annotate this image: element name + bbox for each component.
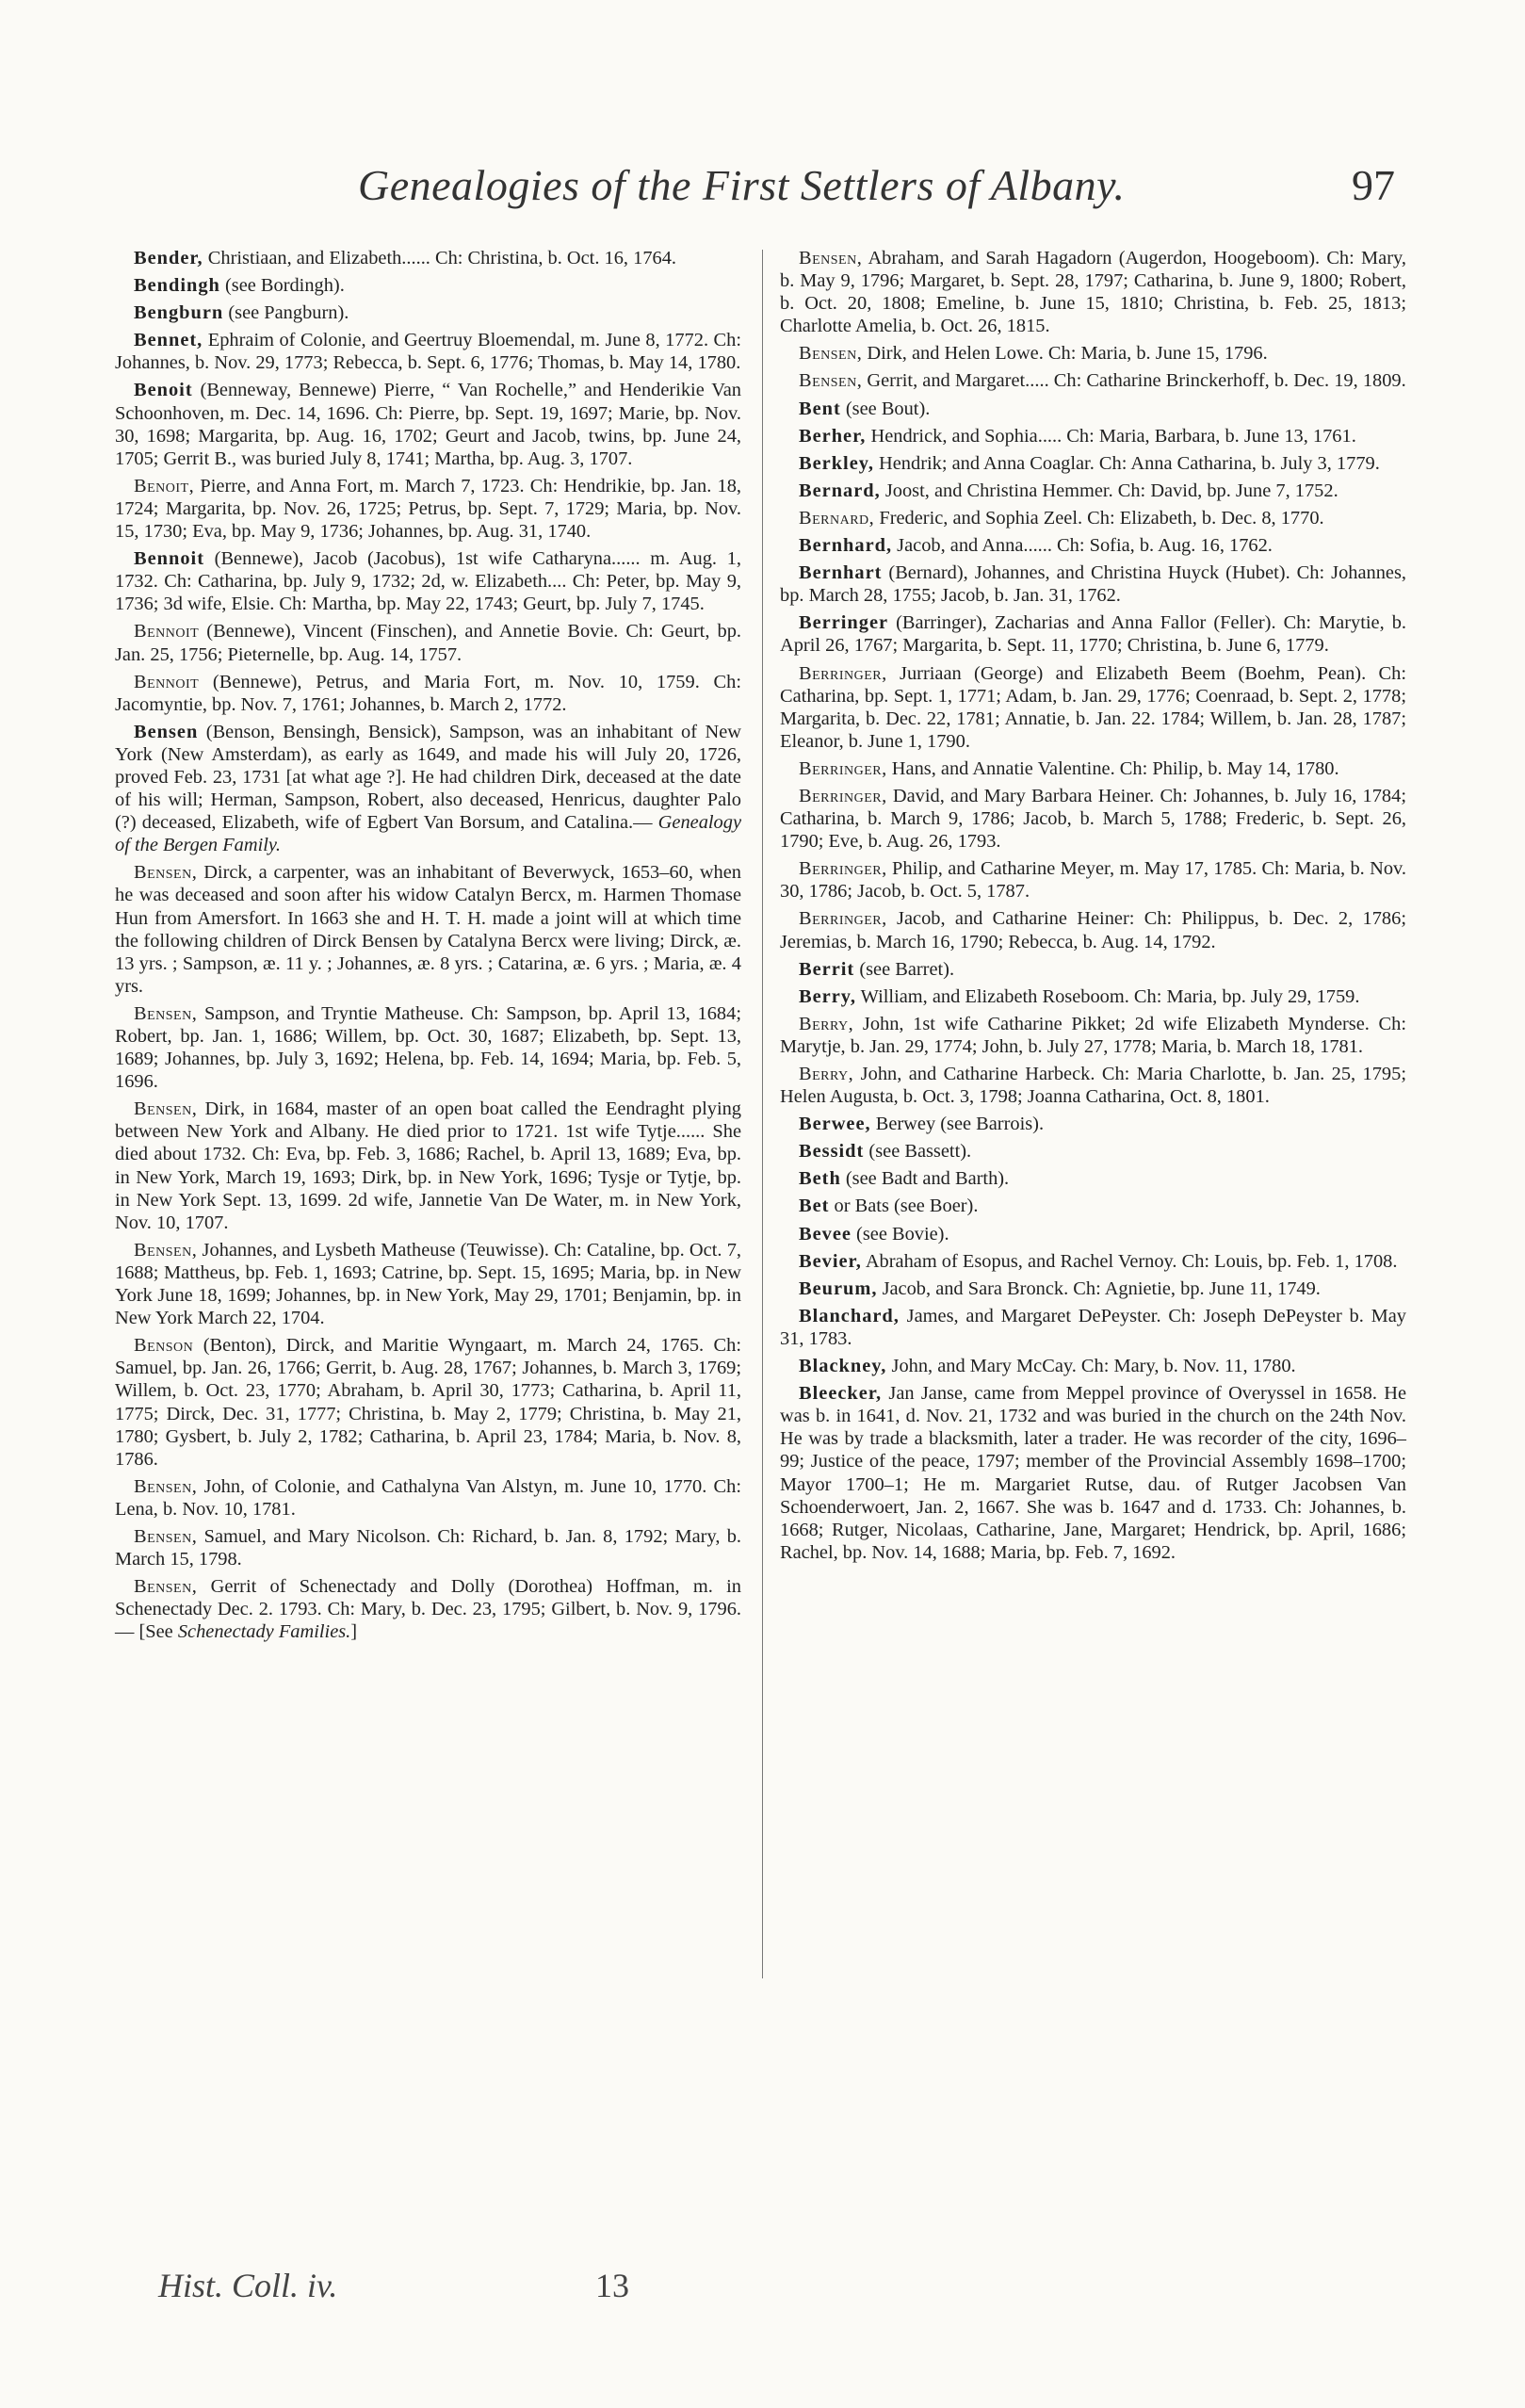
genealogy-entry <box>115 1002 741 1093</box>
genealogy-entry <box>115 1098 741 1234</box>
entry-surname: Berry, <box>799 1013 854 1034</box>
entry-text: Abraham of Esopus, and Rachel Vernoy. Ch: Louis, bp. Feb. 1, 1708. <box>861 1250 1398 1272</box>
genealogy-entry <box>115 721 741 857</box>
entry-text: Philip, and Catharine Meyer, m. May 17, 1785. Ch: Maria, b. Nov. 30, 1786; Jacob, b. Oct. 5, 1787. <box>780 858 1406 903</box>
entry-surname: Berry, <box>799 1064 854 1084</box>
entry-surname: Berkley, <box>799 452 874 474</box>
page-footer <box>0 2266 1525 2307</box>
genealogy-entry <box>780 785 1406 853</box>
entry-surname: Berringer, <box>799 785 887 806</box>
entry-text: Jurriaan (George) and Elizabeth Beem (Boehm, Pean). Ch: Catharina, bp. Sept. 1, 1771; Adam, b. Jan. 29, 1776; Coenraad, b. Sept. 2, 1778; Margarita, b. Dec. 22, 1781; Annatie, b. Jan. 22. 1784; Willem, b. Jan. 28, 1787; Eleanor, b. June 1, 1790. <box>780 662 1406 752</box>
entry-surname: Bengburn <box>134 302 224 324</box>
entry-surname: Berringer, <box>799 908 887 930</box>
genealogy-entry <box>780 1250 1406 1273</box>
entry-surname: Blackney, <box>799 1356 887 1377</box>
genealogy-entry <box>780 1195 1406 1217</box>
genealogy-entry <box>780 1013 1406 1058</box>
entry-surname: Benoit <box>134 380 193 401</box>
genealogy-entry <box>115 379 741 469</box>
genealogy-entry <box>780 480 1406 502</box>
entry-surname: Bennet, <box>134 330 203 351</box>
genealogy-entry <box>115 1525 741 1570</box>
entry-surname: Bensen, <box>134 1098 198 1120</box>
entry-text: Samuel, and Mary Nicolson. Ch: Richard, b. Jan. 8, 1792; Mary, b. March 15, 1798. <box>115 1525 741 1570</box>
entry-surname: Berry, <box>799 985 856 1007</box>
entry-text: Hendrik; and Anna Coaglar. Ch: Anna Catharina, b. July 3, 1779. <box>873 452 1380 474</box>
genealogy-entry <box>780 1113 1406 1135</box>
entry-text: John, and Catharine Harbeck. Ch: Maria Charlotte, b. Jan. 25, 1795; Helen Augusta, b. Oct. 3, 1798; Joanna Catharina, Oct. 8, 1801. <box>780 1064 1406 1108</box>
entry-surname: Berher, <box>799 425 867 447</box>
genealogy-entry <box>780 1382 1406 1564</box>
entry-surname: Berwee, <box>799 1114 871 1135</box>
entry-text: Joost, and Christina Hemmer. Ch: David, bp. June 7, 1752. <box>880 480 1338 501</box>
entry-text: Jan Janse, came from Meppel province of Overyssel in 1658. He was b. in 1641, d. Nov. 21, 1732 and was buried in the church on the 24th Nov. He was by trade a blacksmith, later a trader. He was recorder of the city, 1696–99; Justice of the peace, 1797; member of the Provincial Assembly 1698–1700; Mayor 1700–1; He m. Margariet Rutse, dau. of Rutger Jacobsen Van Schoenderwoert, Jan. 2, 1667. She was b. 1647 and d. 1733. Ch: Johannes, b. 1668; Rutger, Nicolaas, Catharine, Jane, Margaret; Hendrick, bp. April, 1686; Rachel, bp. Nov. 14, 1688; Maria, bp. Feb. 7, 1692. <box>780 1383 1406 1563</box>
signature-mark: 13 <box>595 2267 629 2304</box>
genealogy-entry <box>780 958 1406 981</box>
entry-surname: Bensen, <box>799 343 863 365</box>
entry-text: (Benton), Dirck, and Maritie Wyngaart, m. March 24, 1765. Ch: Samuel, bp. Jan. 26, 1766; Gerrit, b. Aug. 28, 1767; Johannes, b. March 3, 1769; Willem, b. Oct. 23, 1770; Abraham, b. April 30, 1773; Catharina, b. April 11, 1775; Dirck, Dec. 31, 1777; Christina, b. May 2, 1779; Christina, b. May 21, 1780; Gysbert, b. July 2, 1782; Catharina, b. April 23, 1784; Maria, b. Nov. 8, 1786. <box>115 1335 741 1470</box>
entry-text: Dirk, in 1684, master of an open boat called the Eendraght plying between New York and Albany. He died prior to 1721. 1st wife Tytje...... She died about 1732. Ch: Eva, bp. Feb. 3, 1686; Rachel, b. April 13, 1689; Eva, bp. in New York, March 19, 1693; Dirk, bp. in New York, 1696; Tysje or Tytje, bp. in New York Sept. 13, 1699. 2d wife, Jannetie Van De Water, m. in New York, Nov. 10, 1707. <box>115 1098 741 1233</box>
entry-surname: Benson <box>134 1335 194 1357</box>
signature-label: Hist. Coll. iv. <box>158 2267 338 2304</box>
genealogy-entry <box>115 329 741 374</box>
running-title: Genealogies of the First Settlers of Albany. <box>358 161 1126 209</box>
entry-surname: Bet <box>799 1196 830 1217</box>
entry-text: Gerrit, and Margaret..... Ch: Catharine Brinckerhoff, b. Dec. 19, 1809. <box>862 370 1406 392</box>
entry-text: (see Bordingh). <box>219 275 345 297</box>
entry-surname: Berringer, <box>799 858 887 880</box>
entry-text: Dirck, a carpenter, was an inhabitant of Beverwyck, 1653–60, when he was deceased and soon after his widow Catalyn Bercx, m. Harmen Thomase Hun from Amersfort. In 1663 she and H. T. H. made a joint will at which time the following children of Dirck Bensen by Catalyna Bercx were living; Dirck, æ. 13 yrs. ; Sampson, æ. 11 y. ; Johannes, æ. 8 yrs. ; Catarina, æ. 6 yrs. ; Maria, æ. 4 yrs. <box>115 862 741 997</box>
genealogy-entry <box>780 1140 1406 1163</box>
entry-surname: Berringer, <box>799 757 887 779</box>
genealogy-entry <box>780 369 1406 392</box>
entry-surname: Bernard, <box>799 480 881 501</box>
genealogy-entry <box>780 662 1406 753</box>
entry-text: (see Barret). <box>854 958 955 980</box>
entry-surname: Bennoit <box>134 621 200 643</box>
genealogy-entry <box>780 985 1406 1008</box>
right-column <box>780 247 1406 1569</box>
entry-text: William, and Elizabeth Roseboom. Ch: Maria, bp. July 29, 1759. <box>855 985 1360 1007</box>
entry-text: Johannes, and Lysbeth Matheuse (Teuwisse). Ch: Cataline, bp. Oct. 7, 1688; Mattheus, bp. Feb. 1, 1693; Catrine, bp. Sept. 15, 1695; Maria, bp. in New York June 18, 1699; Johannes, bp. in New York, May 29, 1701; Benjamin, bp. in New York March 22, 1704. <box>115 1239 741 1329</box>
genealogy-entry <box>780 1063 1406 1108</box>
genealogy-entry <box>780 398 1406 420</box>
entry-surname: Bensen, <box>134 1239 198 1261</box>
genealogy-entry <box>780 857 1406 903</box>
entry-surname: Blanchard, <box>799 1305 900 1326</box>
genealogy-entry <box>780 611 1406 657</box>
entry-surname: Bernard, <box>799 507 875 529</box>
entry-text: (Benson, Bensingh, Bensick), Sampson, was an inhabitant of New York (New Amsterdam), as early as 1649, and made his will July 20, 1726, proved Feb. 23, 1731 [at what age ?]. He had children Dirk, deceased at the date of his will; Herman, Sampson, Robert, also deceased, Henricus, daughter Palo (?) deceased, Elizabeth, wife of Egbert Van Borsum, and Catalina.— <box>115 721 741 834</box>
entry-text: (Bennewe), Petrus, and Maria Fort, m. Nov. 10, 1759. Ch: Jacomyntie, bp. Nov. 7, 1761; Johannes, b. March 2, 1772. <box>115 671 741 715</box>
genealogy-entry <box>780 342 1406 365</box>
genealogy-entry <box>780 561 1406 607</box>
entry-text: (Benneway, Bennewe) Pierre, “ Van Rochelle,” and Henderikie Van Schoonhoven, m. Dec. 14, 1696. Ch: Pierre, bp. Sept. 19, 1697; Marie, bp. Nov. 30, 1698; Margarita, bp. Aug. 16, 1702; Geurt and Jacob, twins, bp. June 24, 1705; Gerrit B., was buried July 8, 1741; Martha, bp. Aug. 3, 1707. <box>115 380 741 469</box>
entry-surname: Bensen, <box>134 1525 198 1547</box>
genealogy-entry <box>115 1575 741 1643</box>
genealogy-entry <box>115 247 741 269</box>
genealogy-entry <box>780 907 1406 952</box>
entry-text: Ephraim of Colonie, and Geertruy Bloemendal, m. June 8, 1772. Ch: Johannes, b. Nov. 29, 1773; Rebecca, b. Sept. 6, 1776; Thomas, b. May 14, 1780. <box>115 330 741 374</box>
entry-surname: Bennoit <box>134 548 204 570</box>
entry-text: (see Bout). <box>840 398 931 419</box>
entry-text: (Bennewe), Jacob (Jacobus), 1st wife Catharyna...... m. Aug. 1, 1732. Ch: Catharina, bp. July 9, 1732; 2d, w. Elizabeth.... Ch: Peter, bp. May 9, 1736; 3d wife, Elsie. Ch: Martha, bp. May 22, 1743; Geurt, bp. July 7, 1745. <box>115 548 741 615</box>
genealogy-entry <box>115 475 741 543</box>
entry-text: (see Bovie). <box>851 1223 949 1245</box>
genealogy-entry <box>780 452 1406 475</box>
genealogy-entry <box>780 1305 1406 1350</box>
entry-surname: Bessidt <box>799 1141 865 1163</box>
entry-surname: Bensen, <box>134 1002 198 1024</box>
entry-text: Hendrick, and Sophia..... Ch: Maria, Barbara, b. June 13, 1761. <box>866 425 1356 447</box>
entry-text: John, and Mary McCay. Ch: Mary, b. Nov. 11, 1780. <box>886 1356 1296 1377</box>
column-divider <box>762 250 763 1978</box>
genealogy-entry <box>780 1167 1406 1190</box>
entry-text: (see Bassett). <box>864 1141 972 1163</box>
entry-surname: Berringer, <box>799 662 887 684</box>
entry-surname: Bevier, <box>799 1250 862 1272</box>
left-column <box>115 247 741 1648</box>
entry-surname: Bent <box>799 398 841 419</box>
entry-surname: Beurum, <box>799 1277 878 1299</box>
entry-citation: Genealogy of the Bergen Family. <box>115 812 741 856</box>
entry-surname: Bensen, <box>134 1576 198 1598</box>
page-number: 97 <box>1352 161 1395 209</box>
entry-text: John, of Colonie, and Cathalyna Van Alstyn, m. June 10, 1770. Ch: Lena, b. Nov. 10, 1781. <box>115 1475 741 1520</box>
entry-text: (Bernard), Johannes, and Christina Huyck (Hubet). Ch: Johannes, bp. March 28, 1755; Jacob, b. Jan. 31, 1762. <box>780 562 1406 607</box>
genealogy-entry <box>115 671 741 716</box>
entry-text: (Barringer), Zacharias and Anna Fallor (Feller). Ch: Marytie, b. April 26, 1767; Margarita, b. Sept. 11, 1770; Christina, b. June 6, 1779. <box>780 612 1406 657</box>
genealogy-entry <box>780 425 1406 447</box>
entry-text: Abraham, and Sarah Hagadorn (Augerdon, Hoogeboom). Ch: Mary, b. May 9, 1796; Margaret, b. Sept. 28, 1797; Catharina, b. June 9, 1800; Robert, b. Oct. 20, 1808; Emeline, b. June 15, 1810; Christina, b. Feb. 25, 1813; Charlotte Amelia, b. Oct. 26, 1815. <box>780 248 1406 337</box>
entry-text: John, 1st wife Catharine Pikket; 2d wife Elizabeth Mynderse. Ch: Marytje, b. Jan. 29, 1774; John, b. July 27, 1778; Maria, b. March 18, 1781. <box>780 1013 1406 1057</box>
entry-surname: Berringer <box>799 612 889 634</box>
entry-text: or Bats (see Boer). <box>829 1196 979 1217</box>
entry-text: Hans, and Annatie Valentine. Ch: Philip, b. May 14, 1780. <box>886 757 1339 779</box>
genealogy-entry <box>780 247 1406 337</box>
entry-surname: Bleecker, <box>799 1383 883 1405</box>
entry-surname: Bensen, <box>134 862 198 884</box>
entry-surname: Bernhard, <box>799 535 893 557</box>
entry-surname: Beth <box>799 1168 841 1190</box>
entry-surname: Bensen, <box>799 248 863 268</box>
genealogy-entry <box>780 1355 1406 1377</box>
entry-text: Pierre, and Anna Fort, m. March 7, 1723. Ch: Hendrikie, bp. Jan. 18, 1724; Margarita, bp. Nov. 26, 1725; Petrus, bp. Sept. 7, 1729; Maria, bp. Nov. 15, 1730; Eva, bp. May 9, 1736; Johannes, bp. Aug. 31, 1740. <box>115 475 741 543</box>
genealogy-entry <box>780 534 1406 557</box>
genealogy-entry <box>115 1239 741 1329</box>
page-header <box>0 160 1525 217</box>
genealogy-entry <box>115 620 741 665</box>
entry-surname: Bensen, <box>799 370 863 392</box>
entry-surname: Bernhart <box>799 562 883 584</box>
entry-surname: Bennoit <box>134 671 200 692</box>
entry-surname: Bender, <box>134 248 203 268</box>
genealogy-entry <box>780 1277 1406 1300</box>
entry-surname: Berrit <box>799 958 855 980</box>
entry-surname: Bendingh <box>134 275 220 297</box>
entry-text: Jacob, and Anna...... Ch: Sofia, b. Aug. 16, 1762. <box>892 535 1273 557</box>
entry-text: Dirk, and Helen Lowe. Ch: Maria, b. June 15, 1796. <box>862 343 1268 365</box>
genealogy-entry <box>780 507 1406 529</box>
entry-text: (see Badt and Barth). <box>840 1168 1010 1190</box>
entry-citation: Schenectady Families. <box>177 1621 351 1643</box>
genealogy-entry <box>780 757 1406 780</box>
entry-surname: Bensen <box>134 721 199 742</box>
entry-text: Sampson, and Tryntie Matheuse. Ch: Sampson, bp. April 13, 1684; Robert, bp. Jan. 1, 1686; Willem, bp. Oct. 30, 1687; Elizabeth, bp. Sept. 13, 1689; Johannes, bp. July 3, 1692; Helena, bp. Feb. 14, 1694; Maria, bp. Feb. 5, 1696. <box>115 1002 741 1093</box>
entry-text: Frederic, and Sophia Zeel. Ch: Elizabeth, b. Dec. 8, 1770. <box>874 507 1324 529</box>
genealogy-entry <box>115 274 741 297</box>
entry-text: Christiaan, and Elizabeth...... Ch: Christina, b. Oct. 16, 1764. <box>203 248 677 268</box>
entry-text: (see Pangburn). <box>223 302 349 324</box>
entry-citation-close: ] <box>350 1621 358 1643</box>
entry-surname: Bevee <box>799 1223 852 1245</box>
entry-text: Jacob, and Sara Bronck. Ch: Agnietie, bp. June 11, 1749. <box>877 1277 1321 1299</box>
entry-surname: Benoit, <box>134 475 195 496</box>
entry-text: James, and Margaret DePeyster. Ch: Joseph DePeyster b. May 31, 1783. <box>780 1305 1406 1349</box>
genealogy-entry <box>780 1223 1406 1245</box>
entry-text: Jacob, and Catharine Heiner: Ch: Philippus, b. Dec. 2, 1786; Jeremias, b. March 16, 1790; Rebecca, b. Aug. 14, 1792. <box>780 908 1406 952</box>
entry-surname: Bensen, <box>134 1475 198 1497</box>
entry-text: David, and Mary Barbara Heiner. Ch: Johannes, b. July 16, 1784; Catharina, b. March 9, 1786; Jacob, b. March 5, 1788; Frederic, b. Sept. 26, 1790; Eve, b. Aug. 26, 1793. <box>780 785 1406 853</box>
entry-text: (Bennewe), Vincent (Finschen), and Annetie Bovie. Ch: Geurt, bp. Jan. 25, 1756; Pieternelle, bp. Aug. 14, 1757. <box>115 621 741 665</box>
genealogy-entry <box>115 1334 741 1471</box>
genealogy-entry <box>115 301 741 324</box>
entry-text: Gerrit of Schenectady and Dolly (Dorothea) Hoffman, m. in Schenectady Dec. 2. 1793. Ch: Mary, b. Dec. 23, 1795; Gilbert, b. Nov. 9, 1796.— [See <box>115 1576 741 1643</box>
genealogy-entry <box>115 547 741 615</box>
entry-text: Berwey (see Barrois). <box>870 1114 1045 1135</box>
genealogy-entry <box>115 1475 741 1521</box>
genealogy-entry <box>115 861 741 998</box>
